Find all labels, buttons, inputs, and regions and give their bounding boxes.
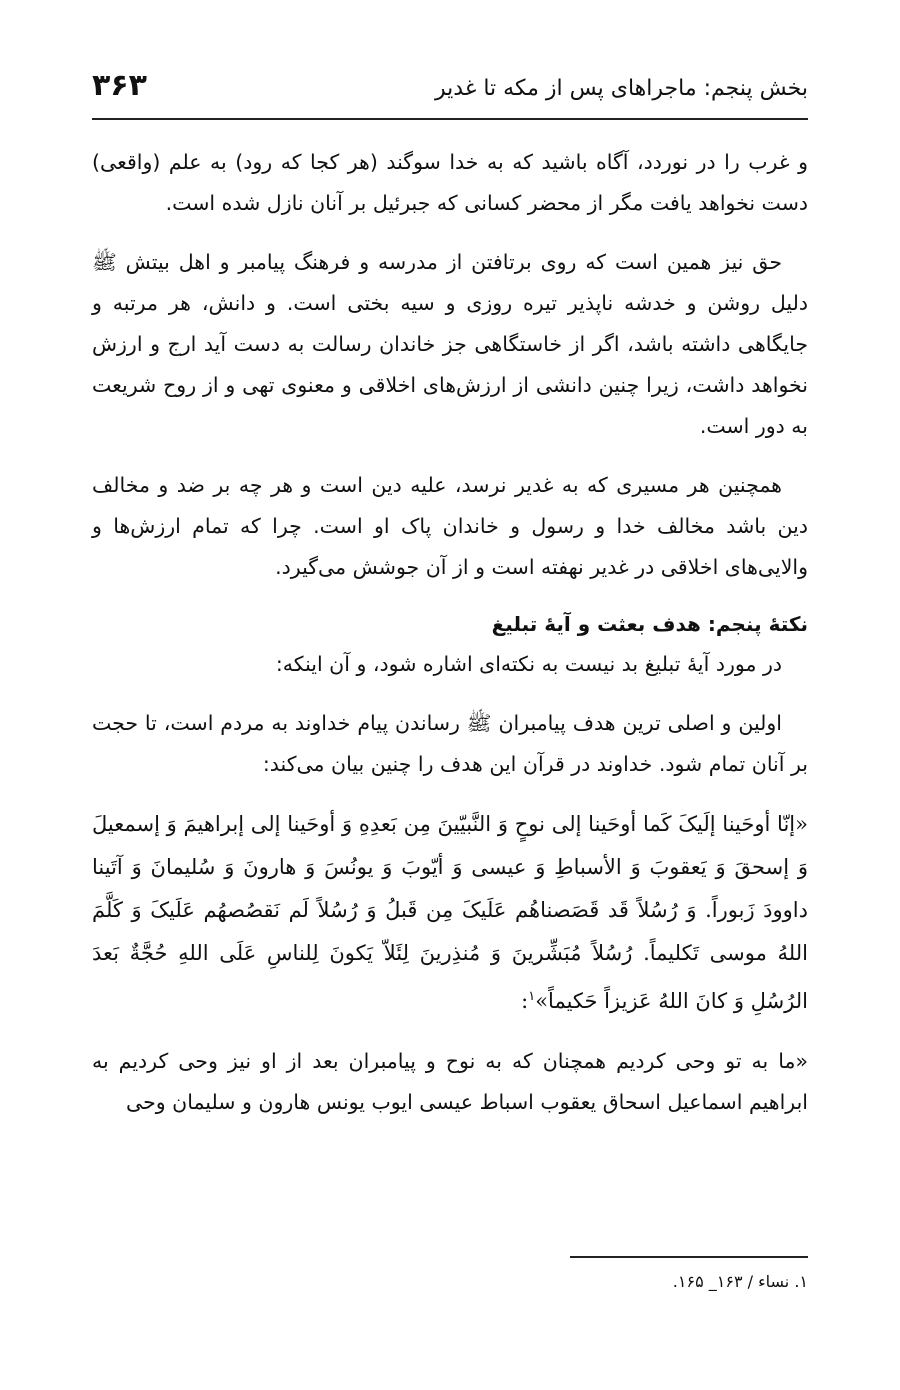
main-text bbox=[92, 142, 808, 1141]
page-number: ۳۶۳ bbox=[92, 68, 147, 103]
section-heading: نکتهٔ پنجم: هدف بعثت و آیهٔ تبلیغ bbox=[491, 612, 808, 636]
footnote-reference[interactable]: ۱ bbox=[528, 989, 536, 1004]
paragraph-3: همچنین هر مسیری که به غدیر نرسد، علیه دین است و هر چه بر ضد و مخالف دین باشد مخالف خدا و رسول و خاندان پاک او است. چرا که تمام ارزش‌ها و والایی‌های اخلاقی در غدیر نهفته است و از آن جوشش می‌گیرد. bbox=[92, 473, 808, 579]
chapter-title: بخش پنجم: ماجراهای پس از مکه تا غدیر bbox=[435, 76, 808, 101]
translation-paragraph: «ما به تو وحی کردیم همچنان که به نوح و پیامبران بعد از او نیز وحی کردیم به ابراهیم اسماعیل اسحاق یعقوب اسباط عیسی ایوب یونس هارون و سلیمان وحی bbox=[92, 1049, 808, 1114]
section-paragraph: اولین و اصلی ترین هدف پیامبران ﷺ رساندن پیام خداوند به مردم است، تا حجت بر آنان تمام شود. خداوند در قرآن این هدف را چنین بیان می‌کند: bbox=[92, 711, 808, 776]
paragraph-2: حق نیز همین است که روی برتافتن از مدرسه و فرهنگ پیامبر و اهل بیتش ﷺ دلیل روشن و خدشه ناپذیر تیره روزی و سیه بختی است. و دانش، هر مرتبه و جایگاهی داشته باشد، اگر از خاستگاهی جز خاندان رسالت به دست آید ارج و ارزش نخواهد داشت، زیرا چنین دانشی از ارزش‌های اخلاقی و معنوی تهی و از روح شریعت به دور است. bbox=[92, 250, 808, 438]
quran-quote bbox=[92, 803, 808, 1023]
paragraph-1: و غرب را در نوردد، آگاه باشید که به خدا سوگند (هر کجا که رود) به علم (واقعی) دست نخواهد یافت مگر از محضر کسانی که جبرئیل بر آنان نازل شده است. bbox=[92, 150, 808, 215]
running-header bbox=[92, 66, 808, 120]
quote-trailing-colon: : bbox=[521, 989, 529, 1013]
footnote-divider bbox=[570, 1256, 808, 1258]
quran-quote-text: «إنّا أوحَينا إلَيکَ کَما أوحَينا إلى نوحٍ وَ النَّبيّينَ مِن بَعدِهِ وَ أوحَينا إلى إبراهيمَ وَ إسمعيلَ وَ إسحقَ وَ يَعقوبَ وَ الأسباطِ وَ عيسى وَ أيّوبَ وَ يونُسَ وَ هارونَ وَ سُليمانَ وَ آتَينا داوودَ زَبوراً. وَ رُسُلاً قَد قَصَصناهُم عَلَيکَ مِن قَبلُ وَ رُسُلاً لَم نَقصُصهُم عَلَيکَ وَ کَلَّمَ اللهُ موسى تَکليماً. رُسُلاً مُبَشِّرينَ وَ مُنذِرينَ لِئَلاّ يَکونَ لِلناسِ عَلَى اللهِ حُجَّةٌ بَعدَ الرُسُلِ وَ کانَ اللهُ عَزيزاً حَکيماً» bbox=[92, 812, 808, 1013]
section-intro: در مورد آیهٔ تبلیغ بد نیست به نکته‌ای اشاره شود، و آن اینکه: bbox=[275, 652, 782, 676]
footnote: ۱. نساء / ۱۶۳_ ۱۶۵. bbox=[672, 1272, 808, 1291]
